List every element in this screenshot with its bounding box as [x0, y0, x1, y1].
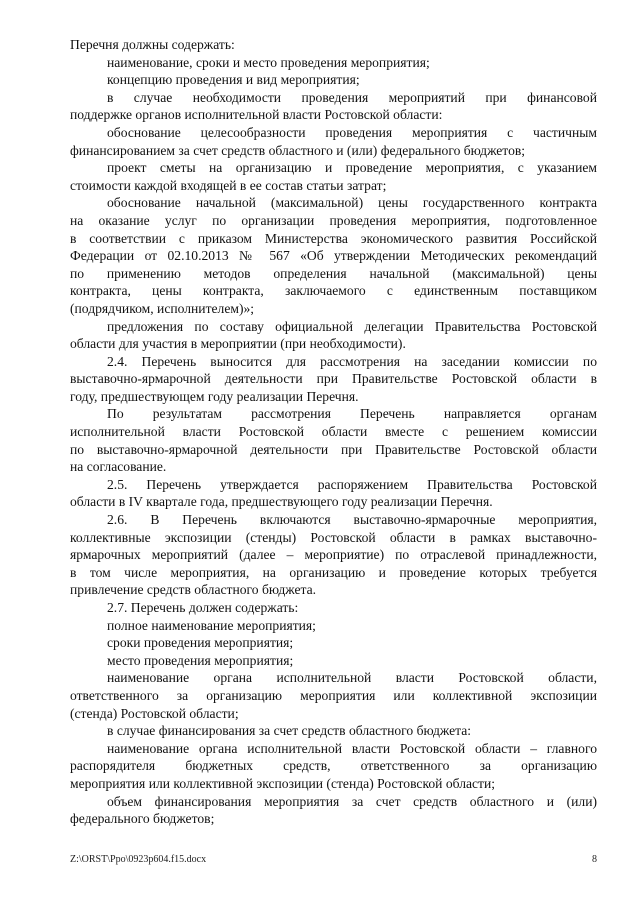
text-line: стоимости каждой входящей в ее состав статьи затрат;: [70, 177, 387, 193]
text-line: ответственного за организацию мероприятия или коллективной экспозиции: [70, 687, 597, 703]
text-line: в случае необходимости проведения мероприятий при финансовой: [107, 89, 597, 105]
text-line: наименование органа исполнительной власти Ростовской области,: [107, 670, 597, 686]
text-line: 2.4. Перечень выносится для рассмотрения на заседании комиссии по: [107, 353, 597, 369]
text-line: на оказание услуг по организации проведения мероприятия, подготовленное: [70, 212, 597, 228]
text-line: обоснование начальной (максимальной) цены государственного контракта: [107, 195, 597, 211]
text-line: области в IV квартале года, предшествующего году реализации Перечня.: [70, 494, 493, 510]
text-line: на согласование.: [70, 459, 167, 475]
document-body: [70, 36, 597, 828]
text-line: (стенда) Ростовской области;: [70, 705, 239, 721]
text-line: полное наименование мероприятия;: [107, 617, 316, 633]
text-line: наименование, сроки и место проведения мероприятия;: [107, 54, 430, 70]
text-line: (подрядчиком, исполнителем)»;: [70, 300, 255, 316]
footer-file-path: Z:\ORST\Ppo\0923p604.f15.docx: [70, 854, 207, 865]
text-line: 2.6. В Перечень включаются выставочно-ярмарочные мероприятия,: [107, 512, 597, 528]
text-line: мероприятия или коллективной экспозиции (стенда) Ростовской области;: [70, 775, 496, 791]
text-line: распорядителя бюджетных средств, ответственного за организацию: [70, 758, 597, 774]
text-line: Перечня должны содержать:: [70, 37, 235, 52]
text-line: федерального бюджетов;: [70, 811, 215, 827]
text-line: году, предшествующем году реализации Перечня.: [70, 388, 359, 404]
text-line: области для участия в мероприятии (при необходимости).: [70, 336, 406, 352]
text-line: в соответствии с приказом Министерства экономического развития Российской: [70, 230, 597, 246]
text-line: финансированием за счет средств областного и (или) федерального бюджетов;: [70, 142, 526, 158]
text-line: привлечение средств областного бюджета.: [70, 582, 317, 598]
text-line: в том числе мероприятия, на организацию и проведение которых требуется: [70, 564, 597, 580]
text-line: 2.5. Перечень утверждается распоряжением Правительства Ростовской: [107, 476, 597, 492]
text-line: коллективные экспозиции (стенды) Ростовской области в рамках выставочно-: [70, 529, 597, 545]
text-line: поддержке органов исполнительной власти Ростовской области:: [70, 107, 443, 123]
text-line: проект сметы на организацию и проведение мероприятия, с указанием: [107, 160, 597, 176]
text-line: 2.7. Перечень должен содержать:: [107, 600, 299, 615]
text-line: объем финансирования мероприятия за счет средств областного и (или): [107, 793, 597, 809]
text-line: по применению методов определения начальной (максимальной) цены: [70, 265, 597, 281]
text-line: в случае финансирования за счет средств областного бюджета:: [107, 723, 472, 739]
text-line: наименование органа исполнительной власти Ростовской области – главного: [107, 740, 597, 756]
text-line: сроки проведения мероприятия;: [107, 635, 294, 651]
text-line: место проведения мероприятия;: [107, 652, 294, 668]
text-line: предложения по составу официальной делегации Правительства Ростовской: [107, 318, 597, 334]
text-line: обоснование целесообразности проведения мероприятия с частичным: [107, 124, 597, 140]
text-line: Федерации от 02.10.2013 № 567 «Об утверждении Методических рекомендаций: [70, 248, 597, 264]
text-line: контракта, цены контракта, заключаемого с единственным поставщиком: [70, 283, 597, 299]
text-line: исполнительной власти Ростовской области вместе с решением комиссии: [70, 424, 597, 440]
text-line: ярмарочных мероприятий (далее – мероприятие) по отраслевой принадлежности,: [70, 547, 597, 563]
text-line: По результатам рассмотрения Перечень направляется органам: [107, 406, 597, 422]
text-line: по выставочно-ярмарочной деятельности при Правительстве Ростовской области: [70, 441, 597, 457]
text-line: концепцию проведения и вид мероприятия;: [107, 72, 360, 88]
page-number: 8: [592, 854, 597, 865]
text-line: выставочно-ярмарочной деятельности при Правительстве Ростовской области в: [70, 371, 597, 387]
